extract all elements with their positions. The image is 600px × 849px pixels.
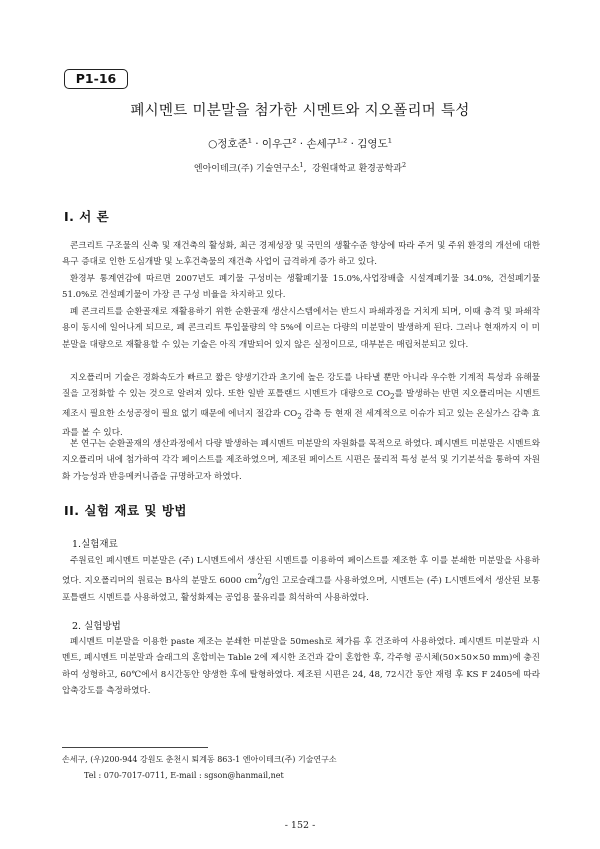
paragraph-text: 주원료인 폐시멘트 미분말은 (주) L시멘트에서 생산된 시멘트를 이용하여 페이스트를 제조한 후 이를 분쇄한 미분말을 사용하였다. 지오폴리머의 원료는 B사의 분말도 6000 cm xyxy=(62,556,540,587)
footnote-divider xyxy=(62,747,208,748)
body-paragraph xyxy=(62,634,540,700)
body-paragraph xyxy=(62,304,540,353)
subscript: 2 xyxy=(297,411,302,421)
presenter-mark: ○ xyxy=(208,138,218,150)
affiliation-org: 엔아이테크(주) 기술연구소 xyxy=(193,164,300,174)
paragraph-text: 콘크리트 구조물의 신축 및 재건축의 활성화, 최근 경제성장 및 국민의 생활수준 향상에 따라 주거 및 주위 환경의 개선에 대한 욕구 증대로 인한 도심개발 및 노후건축물의 재건축 사업이 급격하게 증가 하고 있다. xyxy=(62,241,540,268)
paragraph-text: 환경부 통계연감에 따르면 2007년도 폐기물 구성비는 생활폐기물 15.0%,사업장배출 시설계폐기물 34.0%, 건설폐기물 51.0%로 건설폐기물이 가장 큰 구성 비율을 차지하고 있다. xyxy=(62,274,540,301)
paragraph-text: /g인 고로슬래그를 사용하였으며, 시멘트는 (주) L시멘트에서 생산된 보통 포틀랜드 시멘트를 사용하였고, 활성화제는 공업용 물유리를 희석하여 사용하였다. xyxy=(62,576,540,603)
paper-code-badge: P1-16 xyxy=(64,69,128,89)
footnote xyxy=(62,752,337,784)
paragraph-text: 감축 등 현재 전 세계적으로 이슈가 되고 있는 온실가스 감축 효과를 볼 수 있다. xyxy=(62,408,540,438)
paragraph-text: 폐 콘크리트를 순환골재로 재활용하기 위한 순환골재 생산시스템에서는 반드시 파쇄과정을 거치게 되며, 이때 충격 및 파쇄작용이 동시에 일어나게 되므로, 폐 콘크리트 투입물량의 약 5%에 이르는 다량의 미분말이 발생하게 된다. 그러나 현재까지 이 미분말을 대량으로 재활용할 수 있는 기술은 아직 개발되어 있지 않은 실정이므로, 대부분은 매립처분되고 있다. xyxy=(62,307,540,350)
author-affil-sup: 1 xyxy=(387,136,392,145)
paragraph-text: 를 발생하는 반면 지오폴리머는 시멘트 제조시 필요한 소성공정이 필요 없기 때문에 에너지 절감과 CO xyxy=(62,389,540,419)
subsection-heading-materials: 1.실험재료 xyxy=(72,539,118,550)
author-name: 정호준 xyxy=(217,138,248,150)
body-paragraph xyxy=(62,436,540,485)
superscript: 2 xyxy=(257,572,263,582)
footnote-contact: Tel : 070-7017-0711, E-mail : sgson@hanmail,net xyxy=(84,771,284,780)
footnote-address: 손세구, (우)200-944 강원도 춘천시 퇴계동 863-1 엔아이테크(주) 기술연구소 xyxy=(62,755,337,764)
author-separator: · xyxy=(251,138,262,150)
paper-title: 폐시멘트 미분말을 첨가한 시멘트와 지오폴리머 특성 xyxy=(130,103,470,119)
page-number: - 152 - xyxy=(284,820,316,831)
body-paragraph xyxy=(62,553,540,606)
subsection-heading-methods: 2. 실험방법 xyxy=(72,621,121,632)
paragraph-text: 지오폴리머 기술은 경화속도가 빠르고 짧은 양생기간과 초기에 높은 강도를 나타낼 뿐만 아니라 우수한 기계적 특성과 유해물질을 고정화할 수 있는 것으로 알려져 있다. 또한 일반 포틀랜드 시멘트가 대량으로 CO xyxy=(62,373,540,400)
author-affil-sup: 1,2 xyxy=(336,136,348,145)
author-affil-sup: 1 xyxy=(247,136,252,145)
affiliation-sup: 2 xyxy=(401,161,407,169)
body-paragraph xyxy=(62,370,540,441)
paragraph-text: 본 연구는 순환골재의 생산과정에서 다량 발생하는 폐시멘트 미분말의 자원화를 목적으로 하였다. 폐시멘트 미분말은 시멘트와 지오폴리머 내에 첨가하여 각각 페이스트를 제조하였으며, 제조된 페이스트 시편은 물리적 특성 분석 및 기기분석을 통하여 자원화 가능성과 반응메커니즘을 규명하고자 하였다. xyxy=(62,439,540,482)
author-list xyxy=(0,136,600,151)
paragraph-text: 폐시멘트 미분말을 이용한 paste 제조는 분쇄한 미분말을 50mesh로 체가름 후 건조하여 사용하였다. 폐시멘트 미분말과 시멘트, 폐시멘트 미분말과 슬래그의 혼합비는 Table 2에 제시한 조건과 같이 혼합한 후, 각주형 공시체(50×50×50 mm)에 충진하여 성형하고, 60℃에서 8시간동안 양생한 후에 탈형하였다. 제조된 시편은 24, 48, 72시간 동안 재령 후 KS F 2405에 따라 압축강도를 측정하였다. xyxy=(62,637,540,697)
subscript: 2 xyxy=(390,392,395,402)
affiliation-org: 강원대학교 환경공학과 xyxy=(312,164,402,174)
section-heading-intro: I. 서 론 xyxy=(64,209,110,224)
affiliation-sup: 1 xyxy=(299,161,304,169)
author-separator: · xyxy=(347,138,358,150)
author-name: 손세구 xyxy=(306,138,337,150)
body-paragraph xyxy=(62,238,540,271)
affiliation-line: 엔아이테크(주) 기술연구소$^1$, 강원대학교 환경공학과$^2$ xyxy=(193,161,407,174)
author-name: 김영도 xyxy=(357,138,388,150)
author-affil-sup: 2 xyxy=(292,136,297,145)
body-paragraph xyxy=(62,271,540,304)
author-separator: · xyxy=(296,138,307,150)
section-heading-methods: II. 실험 재료 및 방법 xyxy=(64,503,187,518)
author-name: 이우근 xyxy=(261,138,293,150)
